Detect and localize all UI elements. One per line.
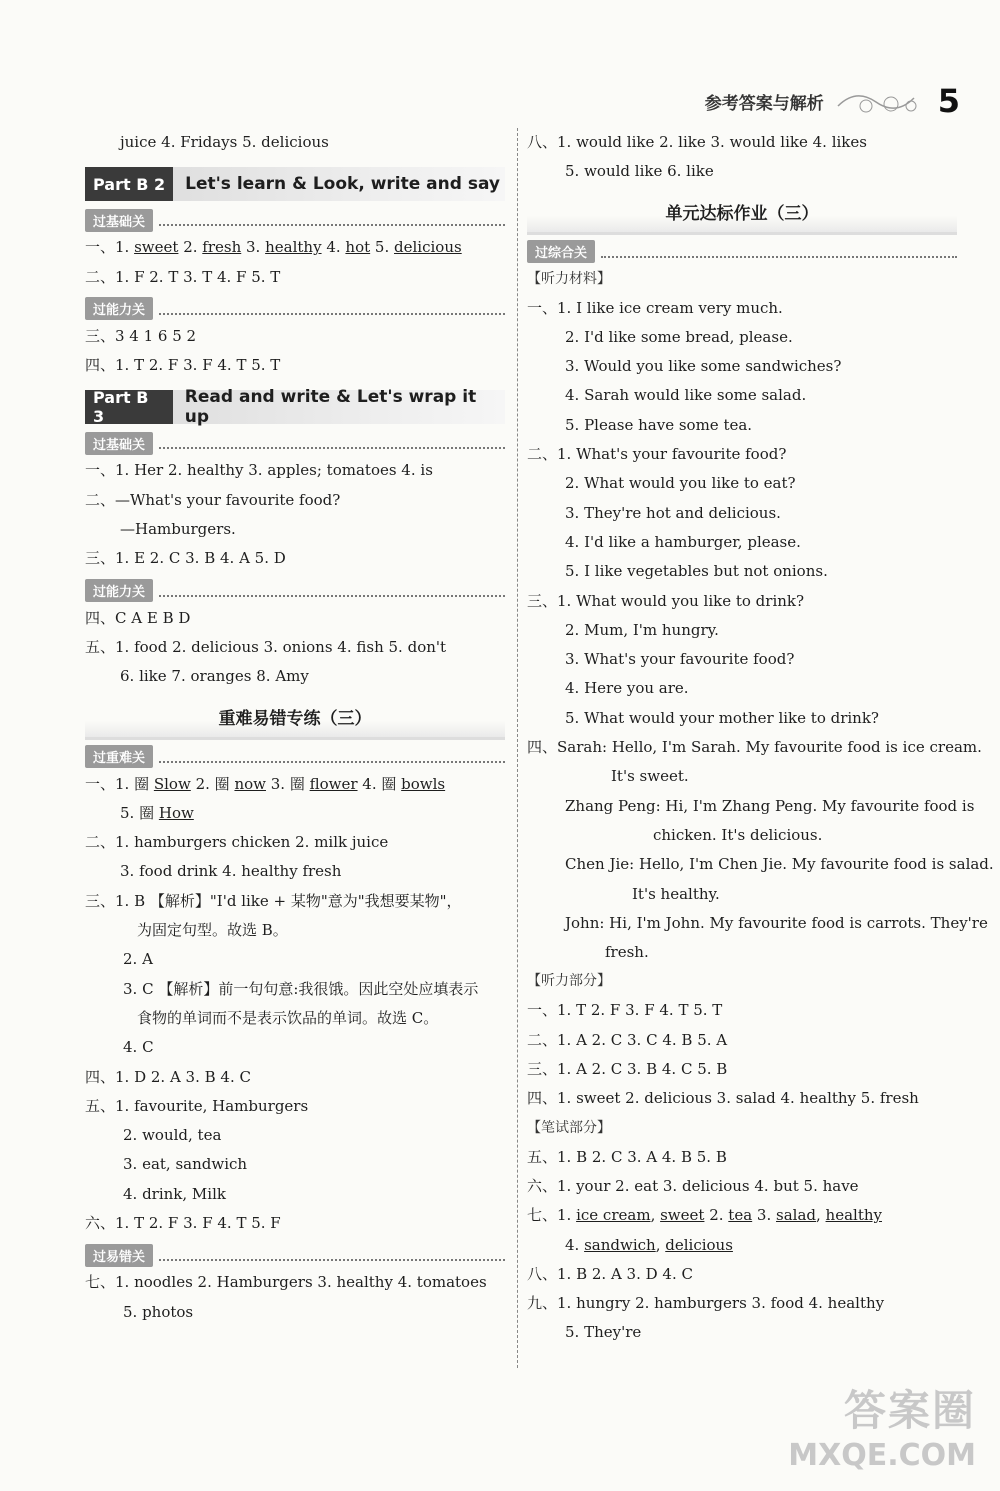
answer-line: 三、1. E 2. C 3. B 4. A 5. D (85, 549, 286, 568)
answer-line: 二、—What's your favourite food? (85, 490, 341, 509)
answer-line: 5. Please have some tea. (565, 415, 753, 434)
sub-section-header (85, 1244, 505, 1266)
section-title: 单元达标作业（三） (527, 191, 957, 235)
answer-line: 3. They're hot and delicious. (565, 503, 781, 522)
answer-line: 5. I like vegetables but not onions. (565, 562, 828, 581)
left-column (85, 128, 505, 1327)
answer-line: 一、1. 圈 Slow 2. 圈 now 3. 圈 flower 4. 圈 bowls (85, 774, 446, 793)
right-column (527, 128, 994, 1348)
sub-section-tag: 过综合关 (527, 240, 595, 263)
answer-line: Chen Jie: Hello, I'm Chen Jie. My favourite food is salad. (565, 855, 994, 874)
answer-line: 五、1. favourite, Hamburgers (85, 1096, 309, 1115)
answer-line: 四、C A E B D (85, 608, 191, 627)
dotted-rule (159, 751, 505, 763)
answer-line: chicken. It's delicious. (653, 825, 823, 844)
answer-line: 八、1. B 2. A 3. D 4. C (527, 1264, 693, 1283)
answer-line: 5. They're (565, 1323, 642, 1342)
sub-section-header (85, 209, 505, 231)
answer-line: 五、1. food 2. delicious 3. onions 4. fish 5. don't (85, 637, 447, 656)
answer-line: 四、1. D 2. A 3. B 4. C (85, 1067, 251, 1086)
answer-line: 二、1. A 2. C 3. C 4. B 5. A (527, 1030, 728, 1049)
dotted-rule (159, 303, 505, 315)
answer-line: Zhang Peng: Hi, I'm Zhang Peng. My favourite food is (565, 796, 975, 815)
header-title: 参考答案与解析 (704, 93, 824, 114)
page-number: 5 (937, 82, 960, 120)
answer-line: 八、1. would like 2. like 3. would like 4. likes (527, 133, 867, 151)
answer-line: 3. C 【解析】前一句句意:我很饿。因此空处应填表示 (123, 979, 479, 998)
answer-line: 3. What's your favourite food? (565, 650, 795, 669)
sub-section-tag: 过易错关 (85, 1244, 153, 1267)
sub-section-header (85, 298, 505, 320)
answer-line: —Hamburgers. (120, 520, 236, 539)
answer-line: 六、1. your 2. eat 3. delicious 4. but 5. have (527, 1176, 859, 1195)
answer-line: fresh. (605, 943, 649, 962)
dotted-rule (159, 214, 505, 226)
dotted-rule (159, 585, 505, 597)
answer-line: 5. would like 6. like (565, 162, 714, 181)
watermark (788, 1378, 976, 1473)
answer-line: 四、1. T 2. F 3. F 4. T 5. T (85, 356, 281, 375)
answer-line: 食物的单词而不是表示饮品的单词。故选 C。 (137, 1008, 439, 1027)
answer-line: 三、1. A 2. C 3. B 4. C 5. B (527, 1060, 728, 1079)
answer-line: 4. C (123, 1038, 154, 1057)
answer-line: 七、1. noodles 2. Hamburgers 3. healthy 4. tomatoes (85, 1273, 487, 1292)
answer-line: 5. photos (123, 1302, 194, 1321)
bracket-heading: 【听力部分】 (527, 973, 611, 990)
answer-line: It's healthy. (632, 884, 720, 903)
answer-line: 二、1. F 2. T 3. T 4. F 5. T (85, 267, 281, 286)
section-title: 重难易错专练（三） (85, 696, 505, 740)
dotted-rule (159, 1249, 505, 1261)
answer-line: 五、1. B 2. C 3. A 4. B 5. B (527, 1147, 727, 1166)
answer-line: 3. eat, sandwich (123, 1155, 248, 1174)
answer-line: 6. like 7. oranges 8. Amy (120, 667, 309, 686)
part-title: Let's learn & Look, write and say (185, 174, 500, 195)
answer-line: juice 4. Fridays 5. delicious (120, 133, 329, 151)
answer-line: 四、Sarah: Hello, I'm Sarah. My favourite food is ice cream. (527, 738, 982, 757)
answer-line: 一、1. Her 2. healthy 3. apples; tomatoes 4. is (85, 461, 433, 480)
answer-line: 一、1. sweet 2. fresh 3. healthy 4. hot 5. delicious (85, 238, 462, 257)
answer-line: 3. food drink 4. healthy fresh (120, 862, 342, 881)
answer-line: 七、1. ice cream, sweet 2. tea 3. salad, healthy (527, 1206, 882, 1225)
column-divider (517, 128, 518, 1368)
bracket-heading: 【笔试部分】 (527, 1119, 611, 1136)
answer-line: 2. What would you like to eat? (565, 474, 796, 493)
cartoon-decoration-icon (836, 86, 926, 116)
answer-line: 4. Here you are. (565, 679, 689, 698)
answer-line: 一、1. T 2. F 3. F 4. T 5. T (527, 1001, 723, 1020)
page-header (705, 82, 960, 120)
answer-line: John: Hi, I'm John. My favourite food is carrots. They're (565, 913, 988, 932)
part-b2-banner (85, 167, 505, 201)
part-title: Read and write & Let's wrap it up (184, 387, 477, 428)
answer-line: 为固定句型。故选 B。 (137, 921, 288, 940)
part-tag: Part B 2 (85, 167, 173, 201)
sub-section-header (85, 432, 505, 454)
sub-section-tag: 过能力关 (85, 579, 153, 602)
answer-line: 四、1. sweet 2. delicious 3. salad 4. healthy 5. fresh (527, 1089, 919, 1108)
answer-line: 5. What would your mother like to drink? (565, 708, 879, 727)
bracket-heading: 【听力材料】 (527, 270, 611, 287)
part-b3-banner (85, 387, 505, 428)
answer-line: 3. Would you like some sandwiches? (565, 357, 842, 376)
sub-section-tag: 过能力关 (85, 297, 153, 320)
answer-line: 二、1. hamburgers chicken 2. milk juice (85, 833, 389, 852)
sub-section-tag: 过重难关 (85, 745, 153, 768)
answer-line: 2. would, tea (123, 1126, 222, 1145)
answer-line: 5. 圈 How (120, 803, 194, 822)
answer-line: 2. I'd like some bread, please. (565, 327, 793, 346)
answer-line: 二、1. What's your favourite food? (527, 445, 787, 464)
answer-line: 4. sandwich, delicious (565, 1235, 733, 1254)
answer-line: 三、3 4 1 6 5 2 (85, 326, 197, 345)
sub-section-tag: 过基础关 (85, 432, 153, 455)
answer-line: It's sweet. (611, 767, 689, 786)
sub-section-header (85, 580, 505, 602)
part-tag: Part B 3 (85, 390, 173, 424)
answer-line: 4. I'd like a hamburger, please. (565, 532, 801, 551)
answer-line: 2. Mum, I'm hungry. (565, 620, 719, 639)
sub-section-tag: 过基础关 (85, 209, 153, 232)
answer-line: 六、1. T 2. F 3. F 4. T 5. F (85, 1214, 281, 1233)
watermark-url: MXQE.COM (788, 1438, 976, 1473)
answer-line: 4. Sarah would like some salad. (565, 386, 807, 405)
sub-section-header (527, 241, 957, 263)
dotted-rule (159, 437, 505, 449)
answer-line: 三、1. What would you like to drink? (527, 591, 805, 610)
sub-section-header (85, 746, 505, 768)
answer-line: 4. drink, Milk (123, 1184, 226, 1203)
answer-line: 一、1. I like ice cream very much. (527, 298, 783, 317)
answer-line: 2. A (123, 950, 153, 969)
answer-line: 九、1. hungry 2. hamburgers 3. food 4. healthy (527, 1294, 885, 1313)
watermark-logo: 答案圈 (843, 1386, 976, 1435)
dotted-rule (601, 246, 957, 258)
answer-line: 三、1. B 【解析】"I'd like + 某物"意为"我想要某物"， (85, 891, 462, 910)
